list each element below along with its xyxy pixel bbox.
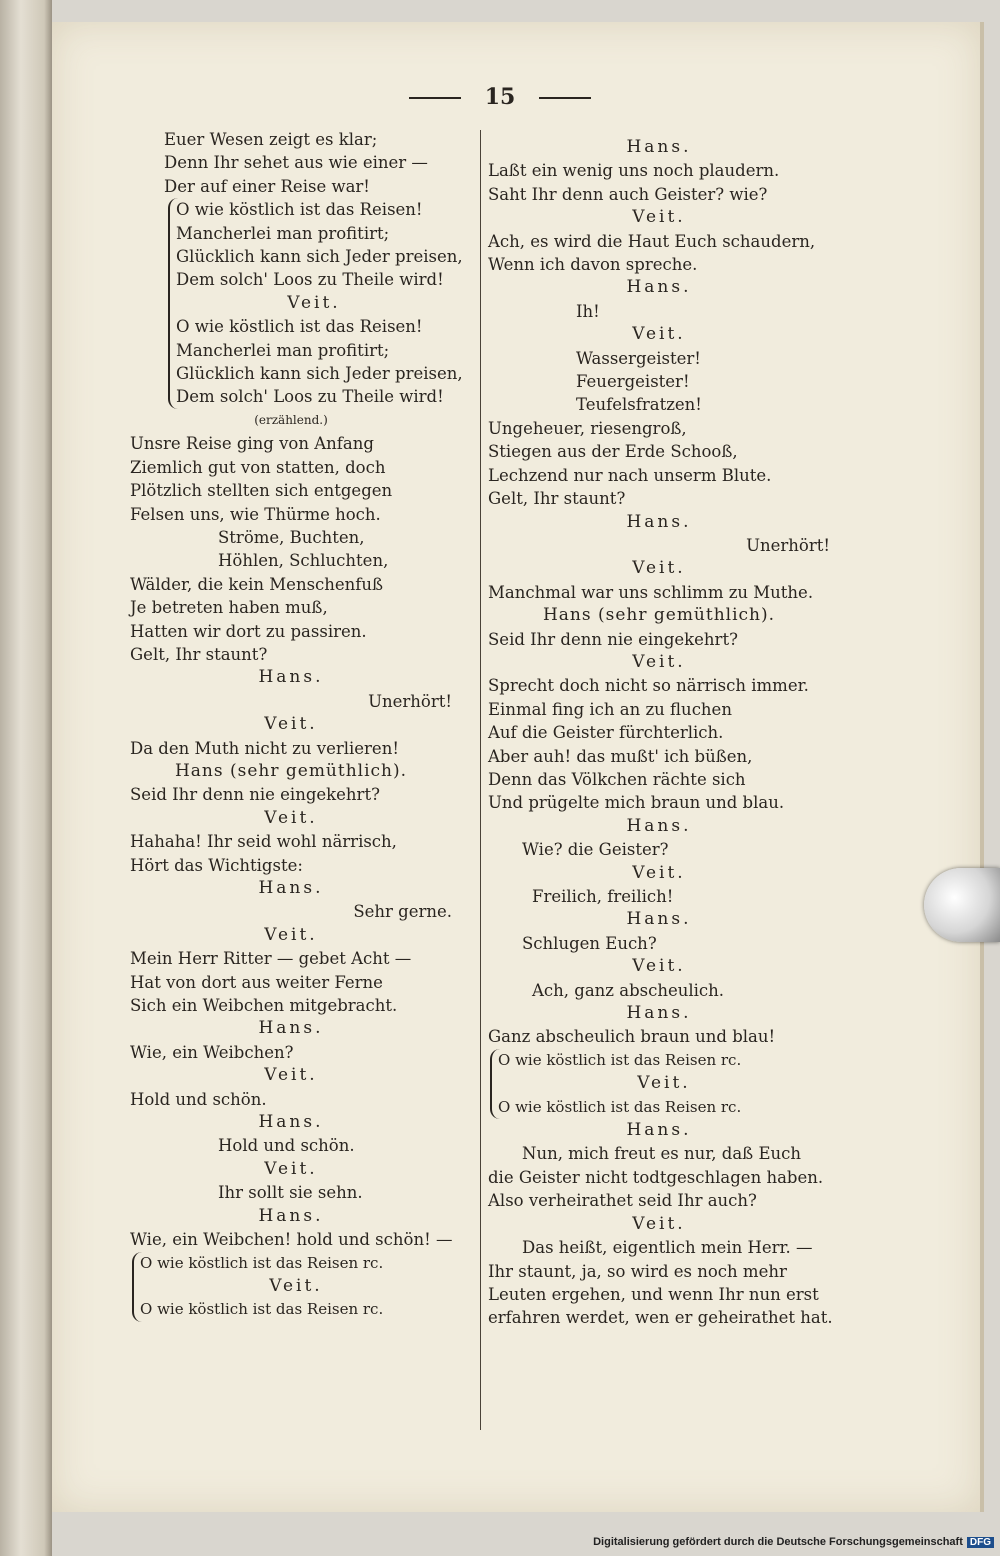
verse-line: Wassergeister! (576, 348, 701, 368)
speaker-name: Hans. (626, 511, 692, 532)
verse-line: Gelt, Ihr staunt? (488, 489, 626, 509)
verse-line: Auf die Geister fürchterlich. (488, 723, 724, 743)
left-column (130, 128, 463, 1322)
speaker-name: Hans. (258, 878, 324, 898)
speaker-name: Hans. (258, 1205, 324, 1226)
speaker-name: Veit. (632, 862, 686, 883)
verse-line: Der auf einer Reise war! (164, 176, 370, 196)
chorus-brace (490, 1049, 830, 1119)
verse-line: Glücklich kann sich Jeder preisen, (176, 247, 463, 267)
speaker-name: Hans. (258, 1112, 324, 1133)
speaker-name: Veit. (264, 714, 318, 735)
verse-line: Ganz abscheulich braun und blau! (488, 1027, 776, 1047)
verse-line: Wie? die Geister? (522, 840, 669, 860)
verse-line: Sprecht doch nicht so närrisch immer. (488, 676, 809, 696)
page-number-rule-left (409, 97, 461, 99)
footer-credit: Digitalisierung gefördert durch die Deutsche Forschungsgemeinschaft (593, 1536, 963, 1548)
verse-line: Sehr gerne. (353, 902, 452, 922)
verse-line: O wie köstlich ist das Reisen rc. (498, 1097, 742, 1116)
speaker-name: Hans. (626, 815, 692, 836)
verse-line: Aber auh! das mußt' ich büßen, (488, 746, 753, 766)
verse-line: Dem solch' Loos zu Theile wird! (176, 387, 444, 407)
speaker-name: Hans. (258, 1018, 324, 1039)
verse-line: Einmal fing ich an zu fluchen (488, 699, 732, 719)
verse-line: Je betreten haben muß, (130, 598, 328, 618)
verse-line: Glücklich kann sich Jeder preisen, (176, 364, 463, 384)
verse-line: O wie köstlich ist das Reisen! (176, 200, 423, 220)
verse-line: O wie köstlich ist das Reisen rc. (140, 1300, 384, 1319)
prose-line: Ihr staunt, ja, so wird es noch mehr (488, 1261, 787, 1281)
verse-line: Dem solch' Loos zu Theile wird! (176, 270, 444, 290)
speaker-name: Hans. (626, 909, 692, 930)
verse-line: Saht Ihr denn auch Geister? wie? (488, 184, 768, 204)
verse-line: Wie, ein Weibchen! hold und schön! — (130, 1230, 453, 1250)
speaker-name: Hans. (258, 667, 324, 688)
verse-line: Gelt, Ihr staunt? (130, 644, 268, 664)
speaker-name: Hans (sehr gemüthlich). (174, 760, 408, 781)
speaker-name: Veit. (632, 558, 686, 579)
prose-line: Das heißt, eigentlich mein Herr. — (522, 1238, 813, 1258)
speaker-name: Veit. (264, 1158, 318, 1179)
stage-direction: (erzählend.) (254, 412, 328, 427)
verse-line: Wälder, die kein Menschenfuß (130, 574, 384, 594)
page-number (0, 84, 1000, 110)
verse-line: Freilich, freilich! (532, 887, 674, 906)
prose-line: Also verheirathet seid Ihr auch? (488, 1191, 757, 1211)
verse-line: Hahaha! Ihr seid wohl närrisch, (130, 832, 397, 852)
verse-line: Ströme, Buchten, (218, 527, 365, 547)
verse-line: Ih! (576, 301, 600, 321)
verse-line: Schlugen Euch? (522, 933, 657, 953)
verse-line: Euer Wesen zeigt es klar; (164, 130, 378, 149)
verse-line: Mancherlei man profitirt; (176, 340, 390, 360)
verse-line: Lechzend nur nach unserm Blute. (488, 465, 772, 485)
verse-line: Felsen uns, wie Thürme hoch. (130, 504, 381, 524)
verse-line: Wenn ich davon spreche. (488, 255, 698, 275)
verse-line: Und prügelte mich braun und blau. (488, 793, 785, 813)
prose-line: Leuten ergehen, und wenn Ihr nun erst (488, 1284, 819, 1304)
verse-line: Da den Muth nicht zu verlieren! (130, 738, 399, 758)
chorus-brace (132, 1252, 452, 1322)
verse-line: Laßt ein wenig uns noch plaudern. (488, 161, 780, 181)
verse-line: Plötzlich stellten sich entgegen (130, 481, 393, 501)
verse-line: Hat von dort aus weiter Ferne (130, 972, 383, 992)
speaker-name: Veit. (264, 924, 318, 945)
verse-line: O wie köstlich ist das Reisen rc. (140, 1253, 384, 1272)
verse-line: O wie köstlich ist das Reisen! (176, 317, 423, 337)
dfg-logo-icon: DFG (967, 1537, 994, 1548)
verse-line: Unerhört! (746, 535, 830, 555)
column-divider (480, 130, 481, 1430)
verse-line: Stiegen aus der Erde Schooß, (488, 442, 738, 462)
verse-line: Hört das Wichtigste: (130, 855, 303, 875)
prose-line: Nun, mich freut es nur, daß Euch (522, 1144, 801, 1164)
verse-line: Ach, es wird die Haut Euch schaudern, (488, 231, 816, 251)
verse-line: Ungeheuer, riesengroß, (488, 418, 687, 438)
verse-line: Feuergeister! (576, 372, 690, 392)
speaker-name: Veit. (287, 292, 341, 313)
digitization-footer (593, 1536, 994, 1548)
page-curl-tab-icon[interactable] (924, 868, 1000, 942)
verse-line: Ziemlich gut von statten, doch (130, 457, 386, 477)
verse-line: Mancherlei man profitirt; (176, 223, 390, 243)
verse-line: Wie, ein Weibchen? (130, 1042, 294, 1062)
verse-line: Denn das Völkchen rächte sich (488, 769, 746, 789)
speaker-name: Hans. (626, 277, 692, 298)
verse-line: Ach, ganz abscheulich. (532, 980, 725, 1000)
verse-line: O wie köstlich ist das Reisen rc. (498, 1050, 742, 1069)
speaker-name: Veit. (269, 1275, 323, 1296)
verse-line: Höhlen, Schluchten, (218, 551, 389, 571)
speaker-name: Veit. (632, 207, 686, 228)
prose-line: die Geister nicht todtgeschlagen haben. (488, 1167, 824, 1187)
verse-line: Denn Ihr sehet aus wie einer — (164, 153, 428, 173)
verse-line: Manchmal war uns schlimm zu Muthe. (488, 582, 814, 602)
verse-line: Seid Ihr denn nie eingekehrt? (488, 629, 738, 649)
page-number-text: 15 (484, 84, 516, 110)
verse-line: Hold und schön. (130, 1089, 267, 1109)
speaker-name: Hans. (626, 1003, 692, 1024)
verse-line: Hold und schön. (218, 1136, 355, 1156)
verse-line: Unerhört! (368, 691, 452, 711)
right-column (488, 136, 833, 1330)
book-gutter (0, 0, 52, 1556)
speaker-name: Veit. (632, 651, 686, 672)
speaker-name: Hans. (626, 1120, 692, 1141)
verse-line: Mein Herr Ritter — gebet Acht — (130, 949, 412, 969)
speaker-name: Veit. (264, 807, 318, 828)
speaker-name: Veit. (264, 1065, 318, 1086)
verse-line: Seid Ihr denn nie eingekehrt? (130, 785, 380, 805)
speaker-name: Veit. (632, 1213, 686, 1234)
verse-line: Ihr sollt sie sehn. (218, 1183, 363, 1203)
verse-line: Sich ein Weibchen mitgebracht. (130, 996, 398, 1016)
verse-line: Unsre Reise ging von Anfang (130, 434, 374, 454)
speaker-name: Veit. (637, 1073, 691, 1094)
verse-line: Hatten wir dort zu passiren. (130, 621, 367, 641)
verse-line: Teufelsfratzen! (576, 395, 702, 415)
speaker-name: Hans (sehr gemüthlich). (542, 605, 776, 626)
speaker-name: Veit. (632, 324, 686, 345)
chorus-brace (168, 198, 463, 409)
page-number-rule-right (539, 97, 591, 99)
speaker-name: Hans. (626, 137, 692, 157)
prose-line: erfahren werdet, wen er geheirathet hat. (488, 1308, 833, 1328)
speaker-name: Veit. (632, 956, 686, 977)
